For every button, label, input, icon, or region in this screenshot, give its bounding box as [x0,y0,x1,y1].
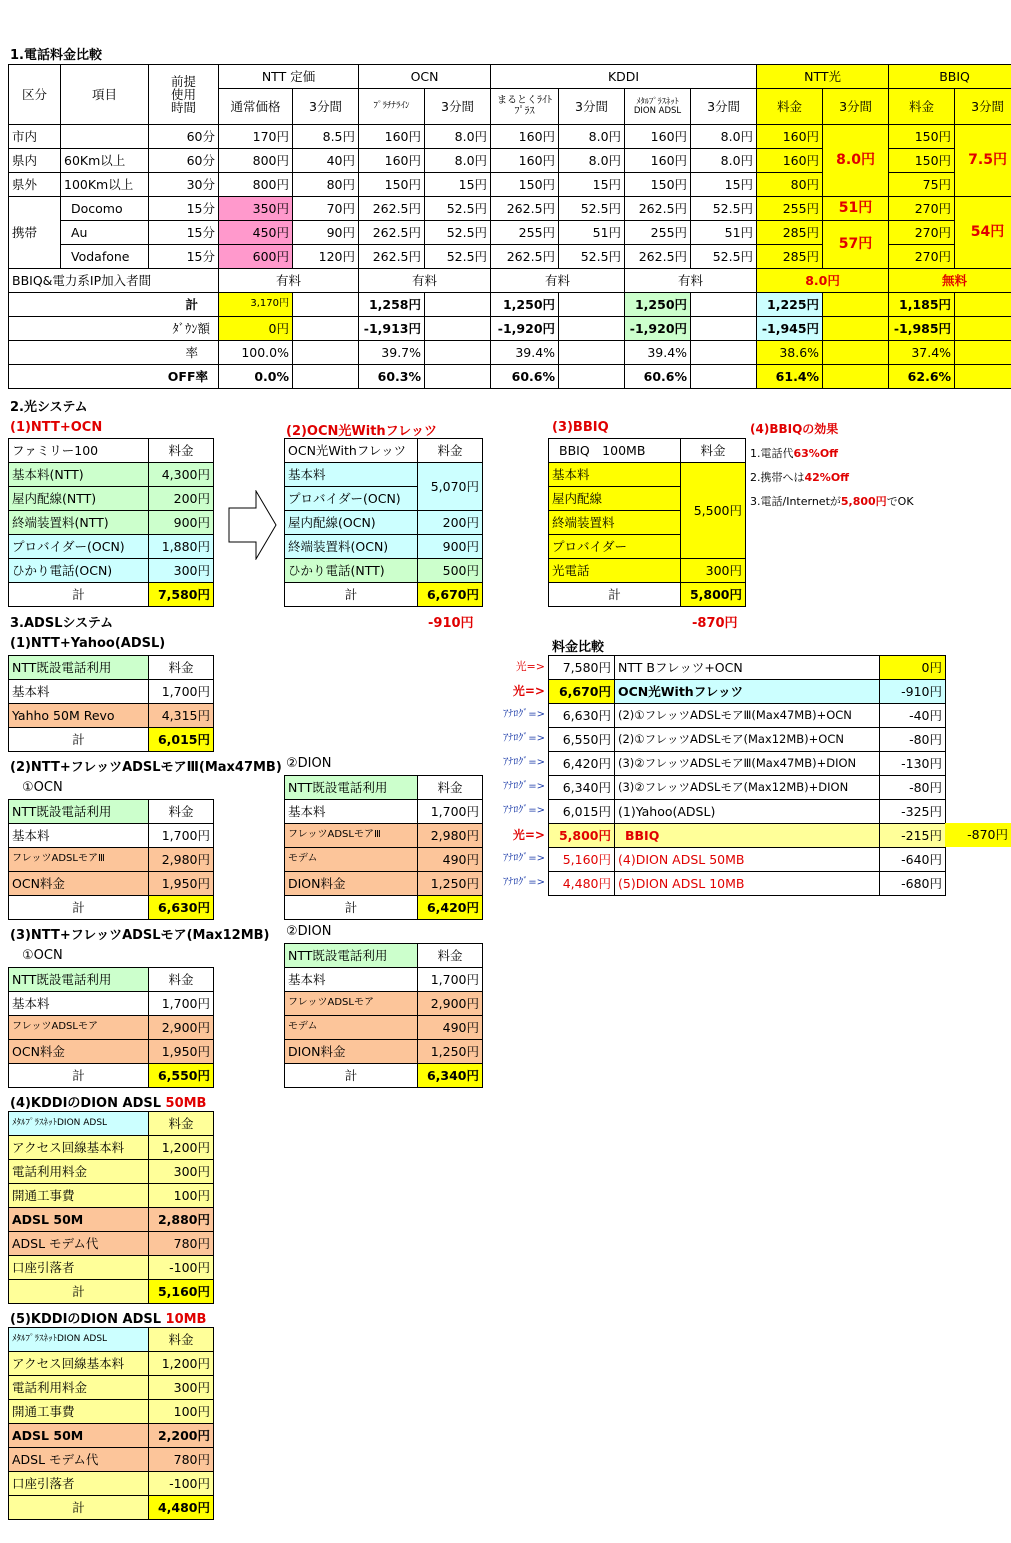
adsl-more3-dion-table: NTT既設電話利用 料金 基本料 1,700円 フレッツADSLモアⅢ 2,980円 モデム 490円 DION料金 1,250円 計 6,420円 [284,775,483,920]
adsl-more3-title: (2)NTT+フレッツADSLモアⅢ(Max47MB) [10,760,282,775]
down-row: ﾀﾞｳﾝ額 0円 -1,913円 -1,920円 -1,920円 -1,945円 -1,985円 [9,317,1011,341]
hdr-metalplus: ﾒﾀﾙﾌﾟﾗｽﾈｯﾄDION ADSL [625,89,691,125]
table-row: フレッツADSLモア 2,900円 [285,992,483,1016]
ocn-hikari-title: (2)OCN光Withフレッツ [286,424,438,439]
dion-50mb-title: (4)KDDIのDION ADSL 50MB [10,1096,207,1111]
adsl-yahoo-title: (1)NTT+Yahoo(ADSL) [10,636,166,651]
bbiq-3min: 54円 [955,197,1011,269]
table-row: 口座引落者 -100円 [9,1472,214,1496]
table-row: 開通工事費 100円 [9,1184,214,1208]
comparison-table [548,655,946,896]
table-row: DION料金 1,250円 [285,872,483,896]
table-row: 光電話 300円 [549,559,746,583]
hdr-ntt-hikari: NTT光 [757,65,889,89]
section3-title: 3.ADSLシステム [10,616,114,631]
comparison-prefix-column: 光=> 光=> ｱﾅﾛｸﾞ=> ｱﾅﾛｸﾞ=> ｱﾅﾛｸﾞ=> ｱﾅﾛｸﾞ=> ｱﾅﾛｸﾞ=> 光=> ｱﾅﾛｸﾞ=> ｱﾅﾛｸﾞ=> [503,660,545,888]
table-row: 6,670円 OCN光Withフレッツ -910円 [549,680,946,704]
table-row: 基本料 5,500円 [549,463,746,487]
section2-title: 2.光システム [10,400,88,415]
adsl-more-ocn-sub: ①OCN [22,948,63,963]
table-row: 5,800円 BBIQ -215円 [549,824,946,848]
table-row: 6,630円 (2)①フレッツADSLモアⅢ(Max47MB)+OCN -40円 [549,704,946,728]
table-row: DION料金 1,250円 [285,1040,483,1064]
table-row: 電話利用料金 300円 [9,1376,214,1400]
table-row: 6,015円 (1)Yahoo(ADSL) -325円 [549,800,946,824]
table-row: 携帯 Docomo 15分 350円 70円 262.5円 52.5円 262.5円 52.5円 262.5円 52.5円 255円 51円 270円 54円 [9,197,1011,221]
table-row: 5,160円 (4)DION ADSL 50MB -640円 [549,848,946,872]
table-row: 7,580円 NTT Bフレッツ+OCN 0円 [549,656,946,680]
hdr-3min: 3分間 [425,89,491,125]
hdr-ntt: NTT 定価 [219,65,359,89]
table-row: ひかり電話(OCN) 300円 [9,559,214,583]
table-row: 基本料 1,700円 [285,968,483,992]
table-row: 基本料(NTT) 4,300円 [9,463,214,487]
dion-10mb-table: ﾒﾀﾙﾌﾟﾗｽﾈｯﾄDION ADSL 料金 アクセス回線基本料 1,200円 電話利用料金 300円 開通工事費 100円 ADSL 50M 2,200円 ADSL モデム代 780円 口座引落者 -100円 計 4,480円 [8,1327,214,1520]
table-row: 屋内配線 [549,487,746,511]
hdr-bbiq: BBIQ [889,65,1011,89]
bbiq-hikari-table: BBIQ 100MB 料金 基本料 5,500円 屋内配線 終端装置料 プロバイダー 光電話 300円 計 5,800円 [548,438,746,607]
table-row: Yahho 50M Revo 4,315円 [9,704,214,728]
table-row: 県外 100Km以上 30分 800円 80円 150円 15円 150円 15円 150円 15円 80円 75円 [9,173,1011,197]
ntt-hikari-3min: 8.0円 [823,125,889,197]
table-row: モデム 490円 [285,1016,483,1040]
table-row: Vodafone 15分 600円 120円 262.5円 52.5円 262.5円 52.5円 262.5円 52.5円 285円 270円 [9,245,1011,269]
ip-row: BBIQ&電力系IP加入者間 有料 有料 有料 有料 8.0円 無料 [9,269,1011,293]
ntt-hikari-3min: 51円 [823,197,889,221]
table-row: OCN料金 1,950円 [9,1040,214,1064]
dion-10mb-title: (5)KDDIのDION ADSL 10MB [10,1312,207,1327]
table-row: 6,420円 (3)②フレッツADSLモアⅢ(Max47MB)+DION -130円 [549,752,946,776]
table-row: 6,340円 (3)②フレッツADSLモア(Max12MB)+DION -80円 [549,776,946,800]
table-row: ひかり電話(NTT) 500円 [285,559,483,583]
table-row: モデム 490円 [285,848,483,872]
adsl-more3-ocn-table: NTT既設電話利用 料金 基本料 1,700円 フレッツADSLモアⅢ 2,980円 OCN料金 1,950円 計 6,630円 [8,799,214,920]
ocn-hikari-diff: -910円 [428,616,474,631]
table-row: 基本料 5,070円 [285,463,483,487]
table-row: 県内 60Km以上 60分 800円 40円 160円 8.0円 160円 8.0円 160円 8.0円 160円 150円 [9,149,1011,173]
bbiq-hikari-title: (3)BBIQ [552,420,609,435]
hdr-normal: 通常価格 [219,89,293,125]
table-row: プロバイダー(OCN) [285,487,483,511]
hdr-3min: 3分間 [691,89,757,125]
right-arrow-icon [228,490,278,560]
table-row: Au 15分 450円 90円 262.5円 52.5円 255円 51円 255円 51円 285円 57円 270円 [9,221,1011,245]
hdr-ocn: OCN [359,65,491,89]
hdr-3min: 3分間 [559,89,625,125]
off-row: OFF率 0.0% 60.3% 60.6% 60.6% 61.4% 62.6% [9,365,1011,389]
section1-title: 1.電話料金比較 [10,48,102,63]
table-row: ADSL モデム代 780円 [9,1232,214,1256]
adsl-more3-ocn-sub: ①OCN [22,780,63,795]
table-row: 終端装置料 [549,511,746,535]
hdr-zentei: 前提使用時間 [149,65,219,125]
hdr-kddi: KDDI [491,65,757,89]
hdr-kubun: 区分 [9,65,61,125]
total-row: 計 3,170円 1,258円 1,250円 1,250円 1,225円 1,185円 [9,293,1011,317]
table-row: 口座引落者 -100円 [9,1256,214,1280]
table-row: 市内 60分 170円 8.5円 160円 8.0円 160円 8.0円 160円 8.0円 160円 8.0円 150円 7.5円 [9,125,1011,149]
ntt-ocn-table: ファミリー100 料金 基本料(NTT) 4,300円 屋内配線(NTT) 200円 終端装置料(NTT) 900円 プロバイダー(OCN) 1,880円 ひかり電話(OCN) 300円 計 7,580円 [8,438,214,607]
table-row: 6,550円 (2)①フレッツADSLモア(Max12MB)+OCN -80円 [549,728,946,752]
table-row: 4,480円 (5)DION ADSL 10MB -680円 [549,872,946,896]
table-row: フレッツADSLモアⅢ 2,980円 [9,848,214,872]
table-row: OCN料金 1,950円 [9,872,214,896]
table-row: 電話利用料金 300円 [9,1160,214,1184]
hdr-3min: 3分間 [955,89,1011,125]
table-row: 基本料 1,700円 [285,800,483,824]
table-row: フレッツADSLモア 2,900円 [9,1016,214,1040]
table-row: 終端装置料(OCN) 900円 [285,535,483,559]
adsl-more-ocn-table: NTT既設電話利用 料金 基本料 1,700円 フレッツADSLモア 2,900円 OCN料金 1,950円 計 6,550円 [8,967,214,1088]
table-row: アクセス回線基本料 1,200円 [9,1352,214,1376]
bbiq-effect-line2: 2.携帯へは42%Off [750,471,850,484]
adsl-more-dion-sub: ②DION [286,924,332,939]
table-row: プロバイダー [549,535,746,559]
table-row: 基本料 1,700円 [9,824,214,848]
bbiq-3min: 7.5円 [955,125,1011,197]
table-row: 屋内配線(NTT) 200円 [9,487,214,511]
ntt-hikari-3min: 57円 [823,221,889,269]
rate-row: 率 100.0% 39.7% 39.4% 39.4% 38.6% 37.4% [9,341,1011,365]
adsl-more3-dion-sub: ②DION [286,756,332,771]
adsl-more-title: (3)NTT+フレッツADSLモア(Max12MB) [10,928,270,943]
table-row: プロバイダー(OCN) 1,880円 [9,535,214,559]
phone-fee-table [8,64,1011,389]
table-row: フレッツADSLモアⅢ 2,980円 [285,824,483,848]
table-row: 屋内配線(OCN) 200円 [285,511,483,535]
table-row: 開通工事費 100円 [9,1400,214,1424]
table-row: アクセス回線基本料 1,200円 [9,1136,214,1160]
hdr-fee: 料金 [889,89,955,125]
hikari-ntt-ocn-title: (1)NTT+OCN [10,420,103,435]
bbiq-extra-diff: -870円 [945,823,1011,847]
hdr-3min: 3分間 [293,89,359,125]
dion-50mb-table: ﾒﾀﾙﾌﾟﾗｽﾈｯﾄDION ADSL 料金 アクセス回線基本料 1,200円 電話利用料金 300円 開通工事費 100円 ADSL 50M 2,880円 ADSL モデム代 780円 口座引落者 -100円 計 5,160円 [8,1111,214,1304]
adsl-yahoo-table: NTT既設電話利用 料金 基本料 1,700円 Yahho 50M Revo 4,315円 計 6,015円 [8,655,214,752]
table-row: 基本料 1,700円 [9,992,214,1016]
bbiq-hikari-diff: -870円 [692,616,738,631]
hdr-koumoku: 項目 [61,65,149,125]
ocn-hikari-table: OCN光Withフレッツ 料金 基本料 5,070円 プロバイダー(OCN) 屋内配線(OCN) 200円 終端装置料(OCN) 900円 ひかり電話(NTT) 500円 計 6,670円 [284,438,483,607]
hdr-3min: 3分間 [823,89,889,125]
hdr-platinum: ﾌﾟﾗﾁﾅﾗｲﾝ [359,89,425,125]
hdr-marutoku: まるとくﾗｲﾄﾌﾟﾗｽ [491,89,559,125]
hdr-fee: 料金 [757,89,823,125]
comparison-title: 料金比較 [552,640,605,655]
table-row: ADSL 50M 2,880円 [9,1208,214,1232]
bbiq-effect-title: (4)BBIQの効果 [750,422,839,436]
bbiq-effect-line1: 1.電話代63%Off [750,447,839,460]
table-row: 終端装置料(NTT) 900円 [9,511,214,535]
table-row: 基本料 1,700円 [9,680,214,704]
adsl-more-dion-table: NTT既設電話利用 料金 基本料 1,700円 フレッツADSLモア 2,900円 モデム 490円 DION料金 1,250円 計 6,340円 [284,943,483,1088]
table-row: ADSL 50M 2,200円 [9,1424,214,1448]
bbiq-effect-line3: 3.電話/Internetが5,800円でOK [750,495,914,508]
table-row: ADSL モデム代 780円 [9,1448,214,1472]
